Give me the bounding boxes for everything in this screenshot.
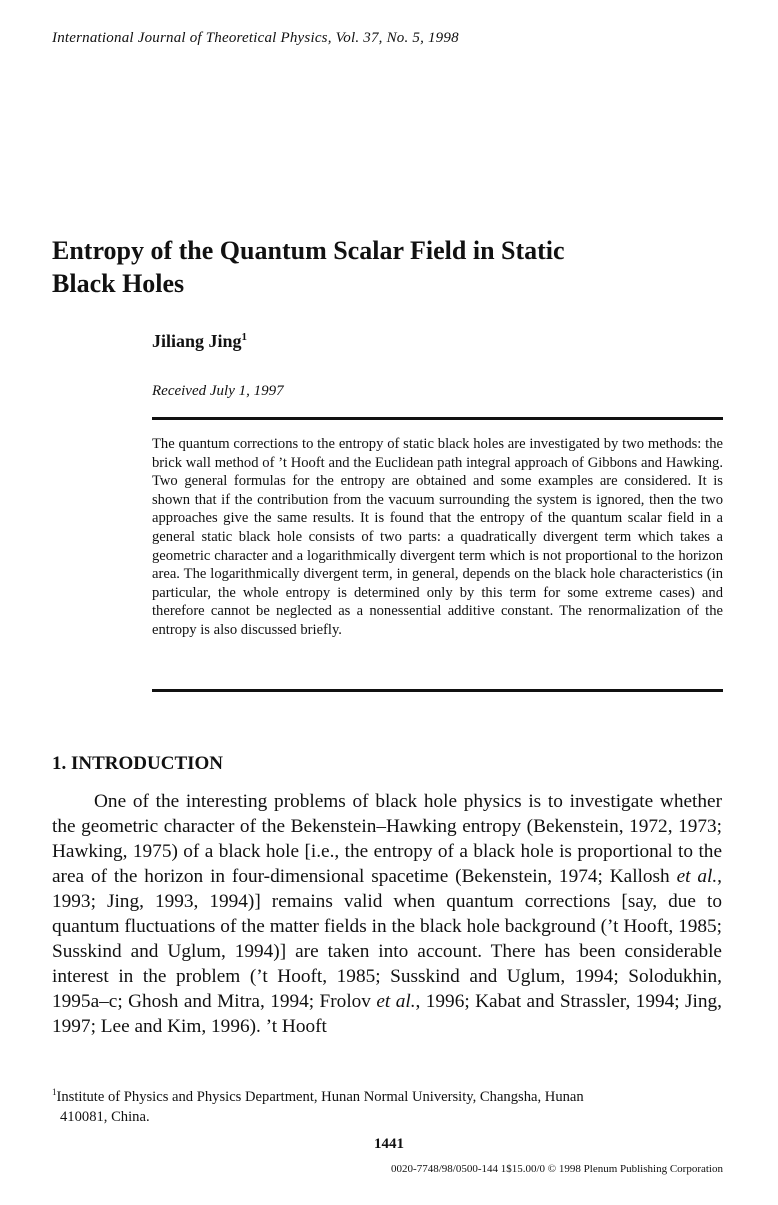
received-date: Received July 1, 1997 (152, 383, 284, 399)
paragraph-text-3: , 1996; Kabat and Strassler, 1994; Jing, 1997; Lee and Kim, 1996). ’t Hooft (52, 991, 722, 1037)
copyright-line: 0020-7748/98/0500-144 1$15.00/0 © 1998 Plenum Publishing Corporation (391, 1163, 723, 1175)
paragraph-text-1: One of the interesting problems of black hole physics is to investigate whether the geometric character of the Bekenstein–Hawking entropy (Bekenstein, 1972, 1973; Hawking, 1975) of a black hole [i.e., the entropy of a black hole is proportional to the area of the horizon in four-dimensional spacetime (Bekenstein, 1974; Kallosh (52, 791, 722, 887)
abstract-bottom-rule (152, 689, 723, 692)
paragraph-italic-2: et al. (376, 991, 416, 1012)
section-heading: 1. INTRODUCTION (52, 753, 224, 774)
article-title-line-1: Entropy of the Quantum Scalar Field in Static (52, 236, 565, 265)
author-name (152, 331, 247, 352)
footnote-line-2 (52, 1107, 722, 1127)
article-title-line-2: Black Holes (52, 269, 185, 298)
page-number: 1441 (374, 1136, 404, 1152)
abstract-top-rule (152, 417, 723, 420)
abstract: The quantum corrections to the entropy of static black holes are investigated by two methods: the brick wall method of ’t Hooft and the Euclidean path integral approach of Gibbons and Hawking. Two general formulas for the entropy are obtained and some examples are considered. It is shown that if the contribution from the vacuum surrounding the system is ignored, then the two approaches give the same results. It is found that the entropy of the quantum scalar field in a general static black hole consists of two parts: a quadratically divergent term which takes a geometric character and a logarithmically divergent term which is not proportional to the horizon area. The logarithmically divergent term, in general, depends on the black hole characteristics (in particular, the whole entropy is determined only by this term for some extreme cases) and therefore cannot be neglected as a nonessential additive constant. The renormalization of the entropy is also discussed briefly. (152, 436, 723, 638)
author-footnote-mark: 1 (241, 331, 248, 343)
footnote (52, 1087, 722, 1127)
paragraph-text-2: , 1993; Jing, 1993, 1994)] remains valid when quantum corrections [say, due to quantum fluctuations of the matter fields in the black hole background (’t Hooft, 1985; Susskind and Uglum, 1994)] are taken into account. There has been considerable interest in the problem (’t Hooft, 1985; Susskind and Uglum, 1994; Solodukhin, 1995a–c; Ghosh and Mitra, 1994; Frolov (52, 866, 722, 1012)
footnote-mark: 1 (52, 1087, 57, 1098)
article-title (52, 234, 712, 300)
footnote-text-2: 410081, China. (60, 1109, 150, 1125)
footnote-text-1: Institute of Physics and Physics Department, Hunan Normal University, Changsha, Hunan (56, 1089, 584, 1105)
footnote-line-1 (52, 1087, 722, 1107)
introduction-paragraph (52, 789, 722, 1039)
journal-header: International Journal of Theoretical Physics, Vol. 37, No. 5, 1998 (52, 30, 459, 46)
paragraph-italic-1: et al. (676, 866, 718, 887)
author-text: Jiliang Jing (152, 331, 242, 351)
